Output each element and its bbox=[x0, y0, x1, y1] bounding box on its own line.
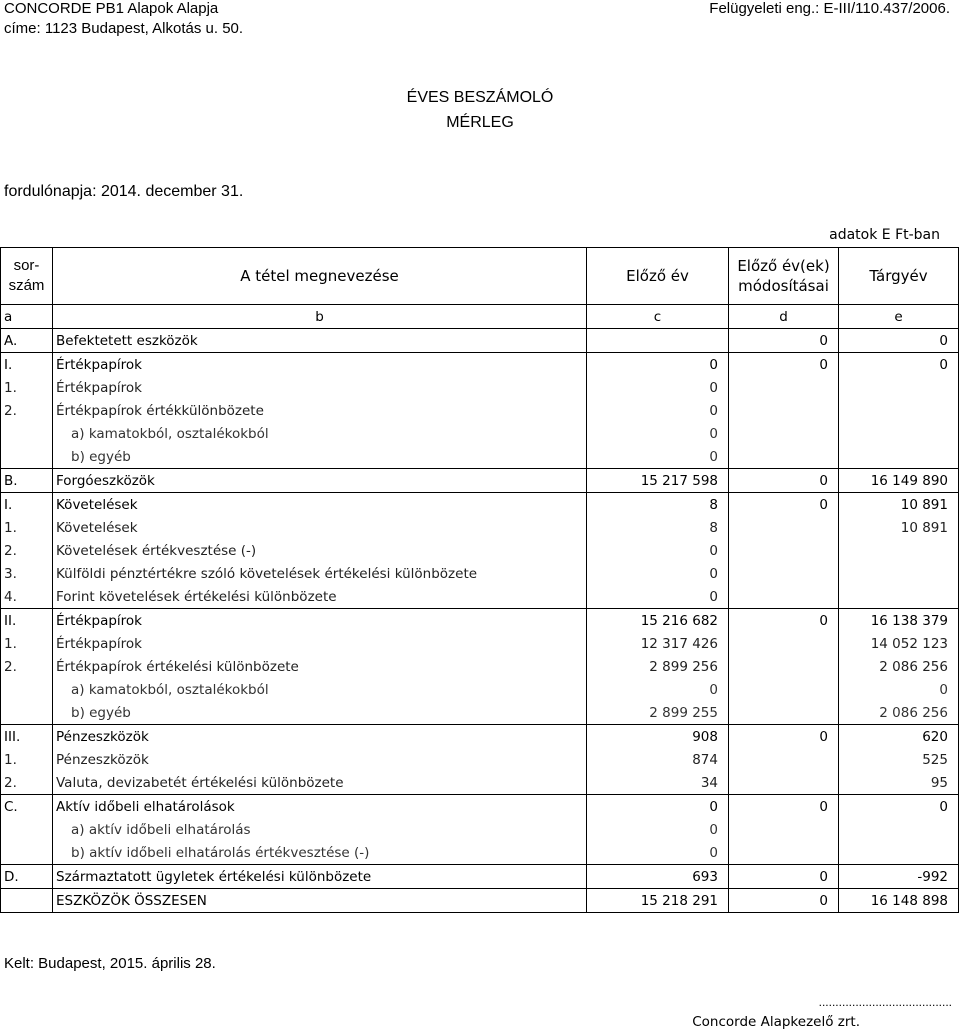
col-header-current: Tárgyév bbox=[839, 248, 959, 305]
unit-note: adatok E Ft-ban bbox=[829, 227, 940, 243]
row-label: Származtatott ügyletek értékelési különbözete bbox=[53, 865, 587, 889]
table-row bbox=[1, 609, 959, 633]
row-number: C. bbox=[1, 795, 53, 819]
row-current-value: 2 086 256 bbox=[839, 655, 959, 678]
row-mod-value bbox=[729, 562, 839, 585]
row-current-value: 16 148 898 bbox=[839, 889, 959, 913]
row-number: A. bbox=[1, 329, 53, 353]
row-prev-value: 2 899 256 bbox=[587, 655, 729, 678]
row-mod-value bbox=[729, 841, 839, 865]
row-number bbox=[1, 818, 53, 841]
row-label: b) egyéb bbox=[53, 701, 587, 725]
row-prev-value: 693 bbox=[587, 865, 729, 889]
table-row bbox=[1, 701, 959, 725]
table-row bbox=[1, 632, 959, 655]
table-row bbox=[1, 818, 959, 841]
table-row bbox=[1, 841, 959, 865]
row-prev-value: 15 216 682 bbox=[587, 609, 729, 633]
row-label: Értékpapírok értékkülönbözete bbox=[53, 399, 587, 422]
row-prev-value: 15 218 291 bbox=[587, 889, 729, 913]
row-current-value bbox=[839, 585, 959, 609]
row-current-value: 2 086 256 bbox=[839, 701, 959, 725]
row-current-value bbox=[839, 818, 959, 841]
col-header-sorszam bbox=[1, 248, 53, 305]
row-prev-value: 908 bbox=[587, 725, 729, 749]
row-number bbox=[1, 445, 53, 469]
row-prev-value: 15 217 598 bbox=[587, 469, 729, 493]
table-row bbox=[1, 889, 959, 913]
row-label: Befektetett eszközök bbox=[53, 329, 587, 353]
header-row bbox=[1, 248, 959, 305]
report-subtitle: MÉRLEG bbox=[446, 114, 514, 131]
col-header-sorszam-2: szám bbox=[8, 277, 45, 294]
table-row bbox=[1, 865, 959, 889]
row-prev-value: 0 bbox=[587, 562, 729, 585]
row-prev-value: 874 bbox=[587, 748, 729, 771]
row-current-value bbox=[839, 841, 959, 865]
table-row bbox=[1, 725, 959, 749]
row-mod-value: 0 bbox=[729, 493, 839, 517]
row-number bbox=[1, 841, 53, 865]
row-prev-value: 0 bbox=[587, 399, 729, 422]
row-current-value: 95 bbox=[839, 771, 959, 795]
col-header-name: A tétel megnevezése bbox=[53, 248, 587, 305]
table-row bbox=[1, 539, 959, 562]
row-label: Értékpapírok bbox=[53, 376, 587, 399]
table-row bbox=[1, 562, 959, 585]
row-number bbox=[1, 889, 53, 913]
row-current-value: 0 bbox=[839, 795, 959, 819]
row-current-value bbox=[839, 422, 959, 445]
row-label: ESZKÖZÖK ÖSSZESEN bbox=[53, 889, 587, 913]
table-row bbox=[1, 585, 959, 609]
row-current-value: -992 bbox=[839, 865, 959, 889]
row-prev-value: 0 bbox=[587, 445, 729, 469]
letter-d: d bbox=[729, 305, 839, 329]
row-mod-value bbox=[729, 748, 839, 771]
row-label: Követelések bbox=[53, 516, 587, 539]
row-number: II. bbox=[1, 609, 53, 633]
row-label: Értékpapírok bbox=[53, 632, 587, 655]
col-header-mod-2: módosításai bbox=[738, 277, 829, 295]
row-label: Követelések bbox=[53, 493, 587, 517]
row-mod-value bbox=[729, 539, 839, 562]
row-current-value: 0 bbox=[839, 329, 959, 353]
place-and-date: Kelt: Budapest, 2015. április 28. bbox=[4, 955, 216, 972]
row-label: b) aktív időbeli elhatárolás értékvesztése (-) bbox=[53, 841, 587, 865]
row-mod-value bbox=[729, 771, 839, 795]
row-mod-value bbox=[729, 399, 839, 422]
row-mod-value: 0 bbox=[729, 795, 839, 819]
row-prev-value: 0 bbox=[587, 353, 729, 377]
row-label: Aktív időbeli elhatárolások bbox=[53, 795, 587, 819]
col-header-mod bbox=[729, 248, 839, 305]
letter-a: a bbox=[1, 305, 53, 329]
row-label: Pénzeszközök bbox=[53, 725, 587, 749]
row-mod-value bbox=[729, 701, 839, 725]
row-mod-value: 0 bbox=[729, 609, 839, 633]
row-mod-value: 0 bbox=[729, 889, 839, 913]
row-mod-value bbox=[729, 585, 839, 609]
row-mod-value bbox=[729, 376, 839, 399]
row-mod-value bbox=[729, 445, 839, 469]
signature-line: ........................................ bbox=[818, 995, 952, 1009]
table-row bbox=[1, 422, 959, 445]
letter-b: b bbox=[53, 305, 587, 329]
letter-c: c bbox=[587, 305, 729, 329]
row-number: D. bbox=[1, 865, 53, 889]
row-label: Értékpapírok bbox=[53, 609, 587, 633]
letter-e: e bbox=[839, 305, 959, 329]
row-label: b) egyéb bbox=[53, 445, 587, 469]
row-current-value bbox=[839, 445, 959, 469]
row-current-value: 14 052 123 bbox=[839, 632, 959, 655]
balance-sheet-table bbox=[0, 247, 959, 913]
table-row bbox=[1, 399, 959, 422]
row-number bbox=[1, 678, 53, 701]
company-name: CONCORDE PB1 Alapok Alapja bbox=[4, 0, 219, 17]
row-mod-value bbox=[729, 422, 839, 445]
row-current-value: 0 bbox=[839, 678, 959, 701]
row-mod-value bbox=[729, 516, 839, 539]
report-title: ÉVES BESZÁMOLÓ bbox=[406, 89, 554, 106]
table-row bbox=[1, 678, 959, 701]
row-label: Értékpapírok bbox=[53, 353, 587, 377]
row-label: a) kamatokból, osztalékokból bbox=[53, 678, 587, 701]
row-prev-value: 0 bbox=[587, 795, 729, 819]
row-current-value bbox=[839, 539, 959, 562]
row-current-value bbox=[839, 376, 959, 399]
row-number: 1. bbox=[1, 748, 53, 771]
row-current-value: 620 bbox=[839, 725, 959, 749]
row-number: 2. bbox=[1, 655, 53, 678]
table-row bbox=[1, 329, 959, 353]
row-prev-value: 8 bbox=[587, 493, 729, 517]
row-mod-value: 0 bbox=[729, 329, 839, 353]
row-current-value bbox=[839, 562, 959, 585]
row-number bbox=[1, 701, 53, 725]
row-number: B. bbox=[1, 469, 53, 493]
balance-date: fordulónapja: 2014. december 31. bbox=[4, 183, 244, 200]
row-number: 3. bbox=[1, 562, 53, 585]
row-label: a) aktív időbeli elhatárolás bbox=[53, 818, 587, 841]
table-row bbox=[1, 795, 959, 819]
row-mod-value: 0 bbox=[729, 469, 839, 493]
table-row bbox=[1, 748, 959, 771]
row-number: I. bbox=[1, 493, 53, 517]
row-current-value: 10 891 bbox=[839, 493, 959, 517]
row-prev-value bbox=[587, 329, 729, 353]
company-address: címe: 1123 Budapest, Alkotás u. 50. bbox=[4, 20, 244, 37]
row-current-value bbox=[839, 399, 959, 422]
table-row bbox=[1, 655, 959, 678]
row-prev-value: 0 bbox=[587, 422, 729, 445]
col-header-sorszam-1: sor- bbox=[13, 257, 40, 274]
row-mod-value: 0 bbox=[729, 865, 839, 889]
table-row bbox=[1, 771, 959, 795]
table-row bbox=[1, 445, 959, 469]
row-label: Forgóeszközök bbox=[53, 469, 587, 493]
table-row bbox=[1, 516, 959, 539]
row-number bbox=[1, 422, 53, 445]
row-label: Forint követelések értékelési különbözete bbox=[53, 585, 587, 609]
row-current-value: 16 149 890 bbox=[839, 469, 959, 493]
row-number: 1. bbox=[1, 632, 53, 655]
row-label: Követelések értékvesztése (-) bbox=[53, 539, 587, 562]
letter-row bbox=[1, 305, 959, 329]
row-prev-value: 12 317 426 bbox=[587, 632, 729, 655]
row-number: 4. bbox=[1, 585, 53, 609]
row-prev-value: 0 bbox=[587, 818, 729, 841]
signatory-name: Concorde Alapkezelő zrt. bbox=[692, 1014, 860, 1030]
row-label: Valuta, devizabetét értékelési különbözete bbox=[53, 771, 587, 795]
row-prev-value: 0 bbox=[587, 376, 729, 399]
col-header-mod-1: Előző év(ek) bbox=[737, 257, 830, 275]
row-prev-value: 0 bbox=[587, 841, 729, 865]
row-number: I. bbox=[1, 353, 53, 377]
row-mod-value bbox=[729, 678, 839, 701]
row-label: Külföldi pénztértékre szóló követelések értékelési különbözete bbox=[53, 562, 587, 585]
row-mod-value bbox=[729, 818, 839, 841]
row-prev-value: 0 bbox=[587, 539, 729, 562]
supervision-number: Felügyeleti eng.: E-III/110.437/2006. bbox=[709, 0, 950, 17]
row-label: a) kamatokból, osztalékokból bbox=[53, 422, 587, 445]
row-label: Pénzeszközök bbox=[53, 748, 587, 771]
row-prev-value: 34 bbox=[587, 771, 729, 795]
row-prev-value: 0 bbox=[587, 585, 729, 609]
row-label: Értékpapírok értékelési különbözete bbox=[53, 655, 587, 678]
row-number: 1. bbox=[1, 516, 53, 539]
row-prev-value: 0 bbox=[587, 678, 729, 701]
row-prev-value: 8 bbox=[587, 516, 729, 539]
row-mod-value bbox=[729, 632, 839, 655]
table-row bbox=[1, 353, 959, 377]
row-number: 1. bbox=[1, 376, 53, 399]
row-number: 2. bbox=[1, 539, 53, 562]
table-row bbox=[1, 469, 959, 493]
row-prev-value: 2 899 255 bbox=[587, 701, 729, 725]
row-current-value: 10 891 bbox=[839, 516, 959, 539]
table-row bbox=[1, 493, 959, 517]
row-number: 2. bbox=[1, 771, 53, 795]
row-current-value: 525 bbox=[839, 748, 959, 771]
col-header-prev: Előző év bbox=[587, 248, 729, 305]
row-number: III. bbox=[1, 725, 53, 749]
row-current-value: 0 bbox=[839, 353, 959, 377]
table-row bbox=[1, 376, 959, 399]
row-mod-value: 0 bbox=[729, 725, 839, 749]
row-mod-value bbox=[729, 655, 839, 678]
row-current-value: 16 138 379 bbox=[839, 609, 959, 633]
row-number: 2. bbox=[1, 399, 53, 422]
row-mod-value: 0 bbox=[729, 353, 839, 377]
